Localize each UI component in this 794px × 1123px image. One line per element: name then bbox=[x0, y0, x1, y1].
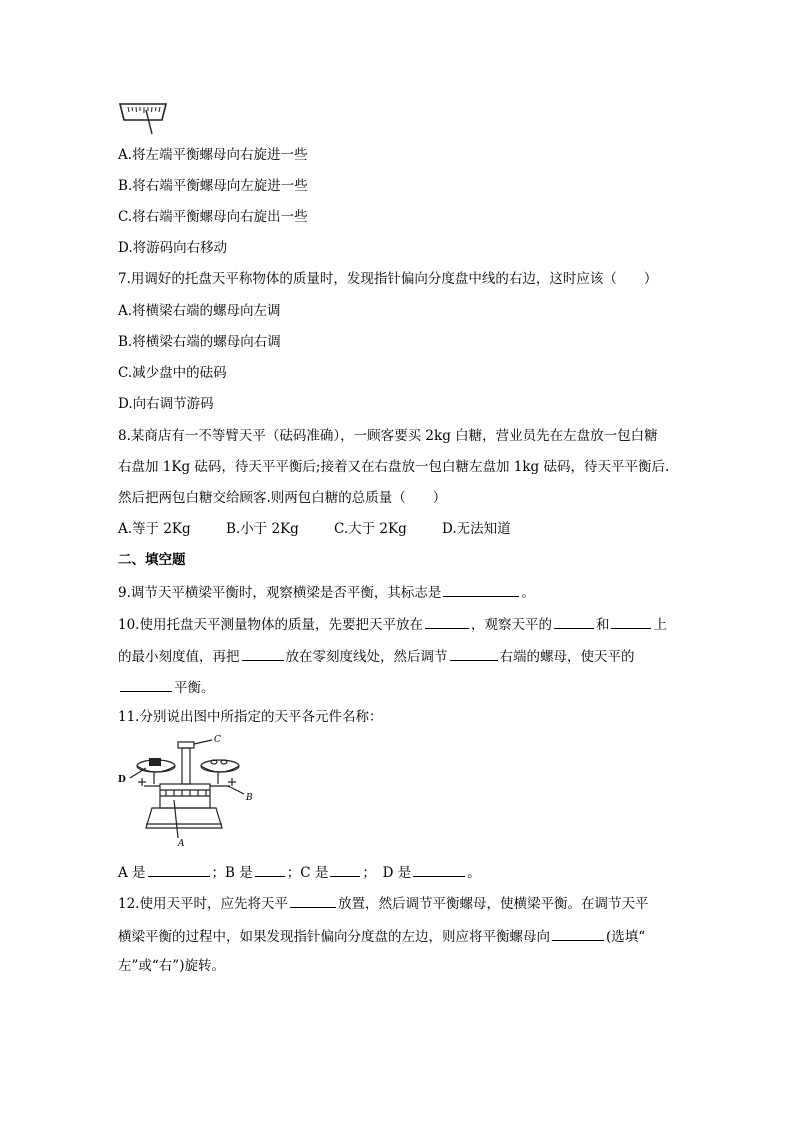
q10-text-5: 的最小刻度值，再把 bbox=[118, 649, 240, 665]
q12-text-3: 横梁平衡的过程中，如果发现指针偏向分度盘的左边，则应将平衡螺母向 bbox=[118, 929, 550, 945]
q12-blank-1 bbox=[290, 893, 336, 908]
q8-option-b: B.小于 2Kg bbox=[226, 521, 299, 537]
q12-text-2: 放置，然后调节平衡螺母，使横梁平衡。在调节天平 bbox=[337, 896, 649, 912]
q12-line2 bbox=[118, 926, 645, 946]
q8-option-c: C.大于 2Kg bbox=[334, 521, 407, 537]
balance-label-a: A bbox=[178, 839, 185, 849]
q11-answer-c-label: ；C 是 bbox=[286, 865, 329, 881]
q10-blank-6 bbox=[120, 677, 172, 692]
q11-stem: 11.分别说出图中所指定的天平各元件名称： bbox=[118, 709, 383, 725]
q11-blank-a bbox=[148, 862, 210, 877]
q11-answer-a-label: A 是 bbox=[118, 865, 146, 881]
q6-option-d: D.将游码向右移动 bbox=[118, 240, 228, 256]
q12-line1 bbox=[118, 893, 648, 913]
balance-figure bbox=[116, 734, 266, 849]
q9-end: 。 bbox=[521, 585, 535, 601]
q10-text-2: ，观察天平的 bbox=[470, 617, 552, 633]
q10-blank-3 bbox=[611, 614, 651, 629]
q9 bbox=[118, 582, 535, 602]
q8-stem-line3: 然后把两包白糖交给顾客.则两包白糖的总质量（ ） bbox=[118, 490, 447, 506]
q8-option-a: A.等于 2Kg bbox=[118, 521, 191, 537]
q11-answers bbox=[118, 862, 481, 882]
balance-label-d: D bbox=[118, 775, 126, 785]
q8-option-d: D.无法知道 bbox=[442, 521, 511, 537]
q7-option-b: B.将横梁右端的螺母向右调 bbox=[118, 334, 281, 350]
q10-text-6: 放在零刻度线处，然后调节 bbox=[285, 649, 448, 665]
balance-label-c: C bbox=[214, 735, 221, 745]
q7-stem: 7.用调好的托盘天平称物体的质量时，发现指针偏向分度盘中线的右边，这时应该（ ） bbox=[118, 271, 658, 287]
q12-text-1: 12.使用天平时，应先将天平 bbox=[118, 896, 288, 912]
q10-line2 bbox=[118, 646, 635, 666]
q11-answer-end: 。 bbox=[467, 865, 481, 881]
q6-option-b: B.将右端平衡螺母向左旋进一些 bbox=[118, 178, 308, 194]
q10-text-3: 和 bbox=[595, 617, 610, 633]
q6-option-a: A.将左端平衡螺母向右旋进一些 bbox=[118, 147, 308, 163]
q10-line3 bbox=[118, 677, 215, 697]
balance-label-b: B bbox=[246, 793, 253, 803]
q11-answer-b-label: ；B 是 bbox=[211, 865, 253, 881]
q10-text-1: 10.使用托盘天平测量物体的质量，先要把天平放在 bbox=[118, 617, 423, 633]
q11-blank-d bbox=[413, 862, 465, 877]
q9-blank bbox=[443, 582, 519, 597]
scale-dial-figure bbox=[116, 98, 172, 138]
q10-text-8: 平衡。 bbox=[174, 680, 215, 696]
q9-text: 9.调节天平横梁平衡时，观察横梁是否平衡，其标志是 bbox=[118, 585, 442, 601]
q10-text-4: 上 bbox=[653, 617, 667, 633]
q10-text-7: 右端的螺母，使天平的 bbox=[499, 649, 635, 665]
q11-blank-b bbox=[255, 862, 285, 877]
q8-stem-line2: 右盘加 1Kg 砝码，待天平平衡后;接着又在右盘放一包白糖左盘加 1kg 砝码，待天平平衡后. bbox=[118, 459, 670, 475]
section-title-fill-blank: 二、填空题 bbox=[118, 552, 186, 568]
q12-line3: 左”或“右”)旋转。 bbox=[118, 958, 225, 974]
q7-option-c: C.减少盘中的砝码 bbox=[118, 365, 227, 381]
q8-options bbox=[118, 520, 511, 538]
q12-blank-2 bbox=[552, 926, 604, 941]
q12-text-4: (选填“ bbox=[606, 929, 646, 945]
q7-option-d: D.向右调节游码 bbox=[118, 396, 214, 412]
q10-blank-5 bbox=[450, 646, 498, 661]
q6-option-c: C.将右端平衡螺母向右旋出一些 bbox=[118, 209, 308, 225]
q10-blank-2 bbox=[554, 614, 594, 629]
q8-stem-line1: 8.某商店有一不等臂天平（砝码准确），一顾客要买 2kg 白糖，营业员先在左盘放一包白糖 bbox=[118, 428, 658, 444]
q11-blank-c bbox=[330, 862, 360, 877]
q7-option-a: A.将横梁右端的螺母向左调 bbox=[118, 303, 281, 319]
q10-blank-1 bbox=[425, 614, 469, 629]
q11-answer-d-label: ； D 是 bbox=[362, 865, 412, 881]
q10-line1 bbox=[118, 614, 667, 634]
q10-blank-4 bbox=[242, 646, 284, 661]
